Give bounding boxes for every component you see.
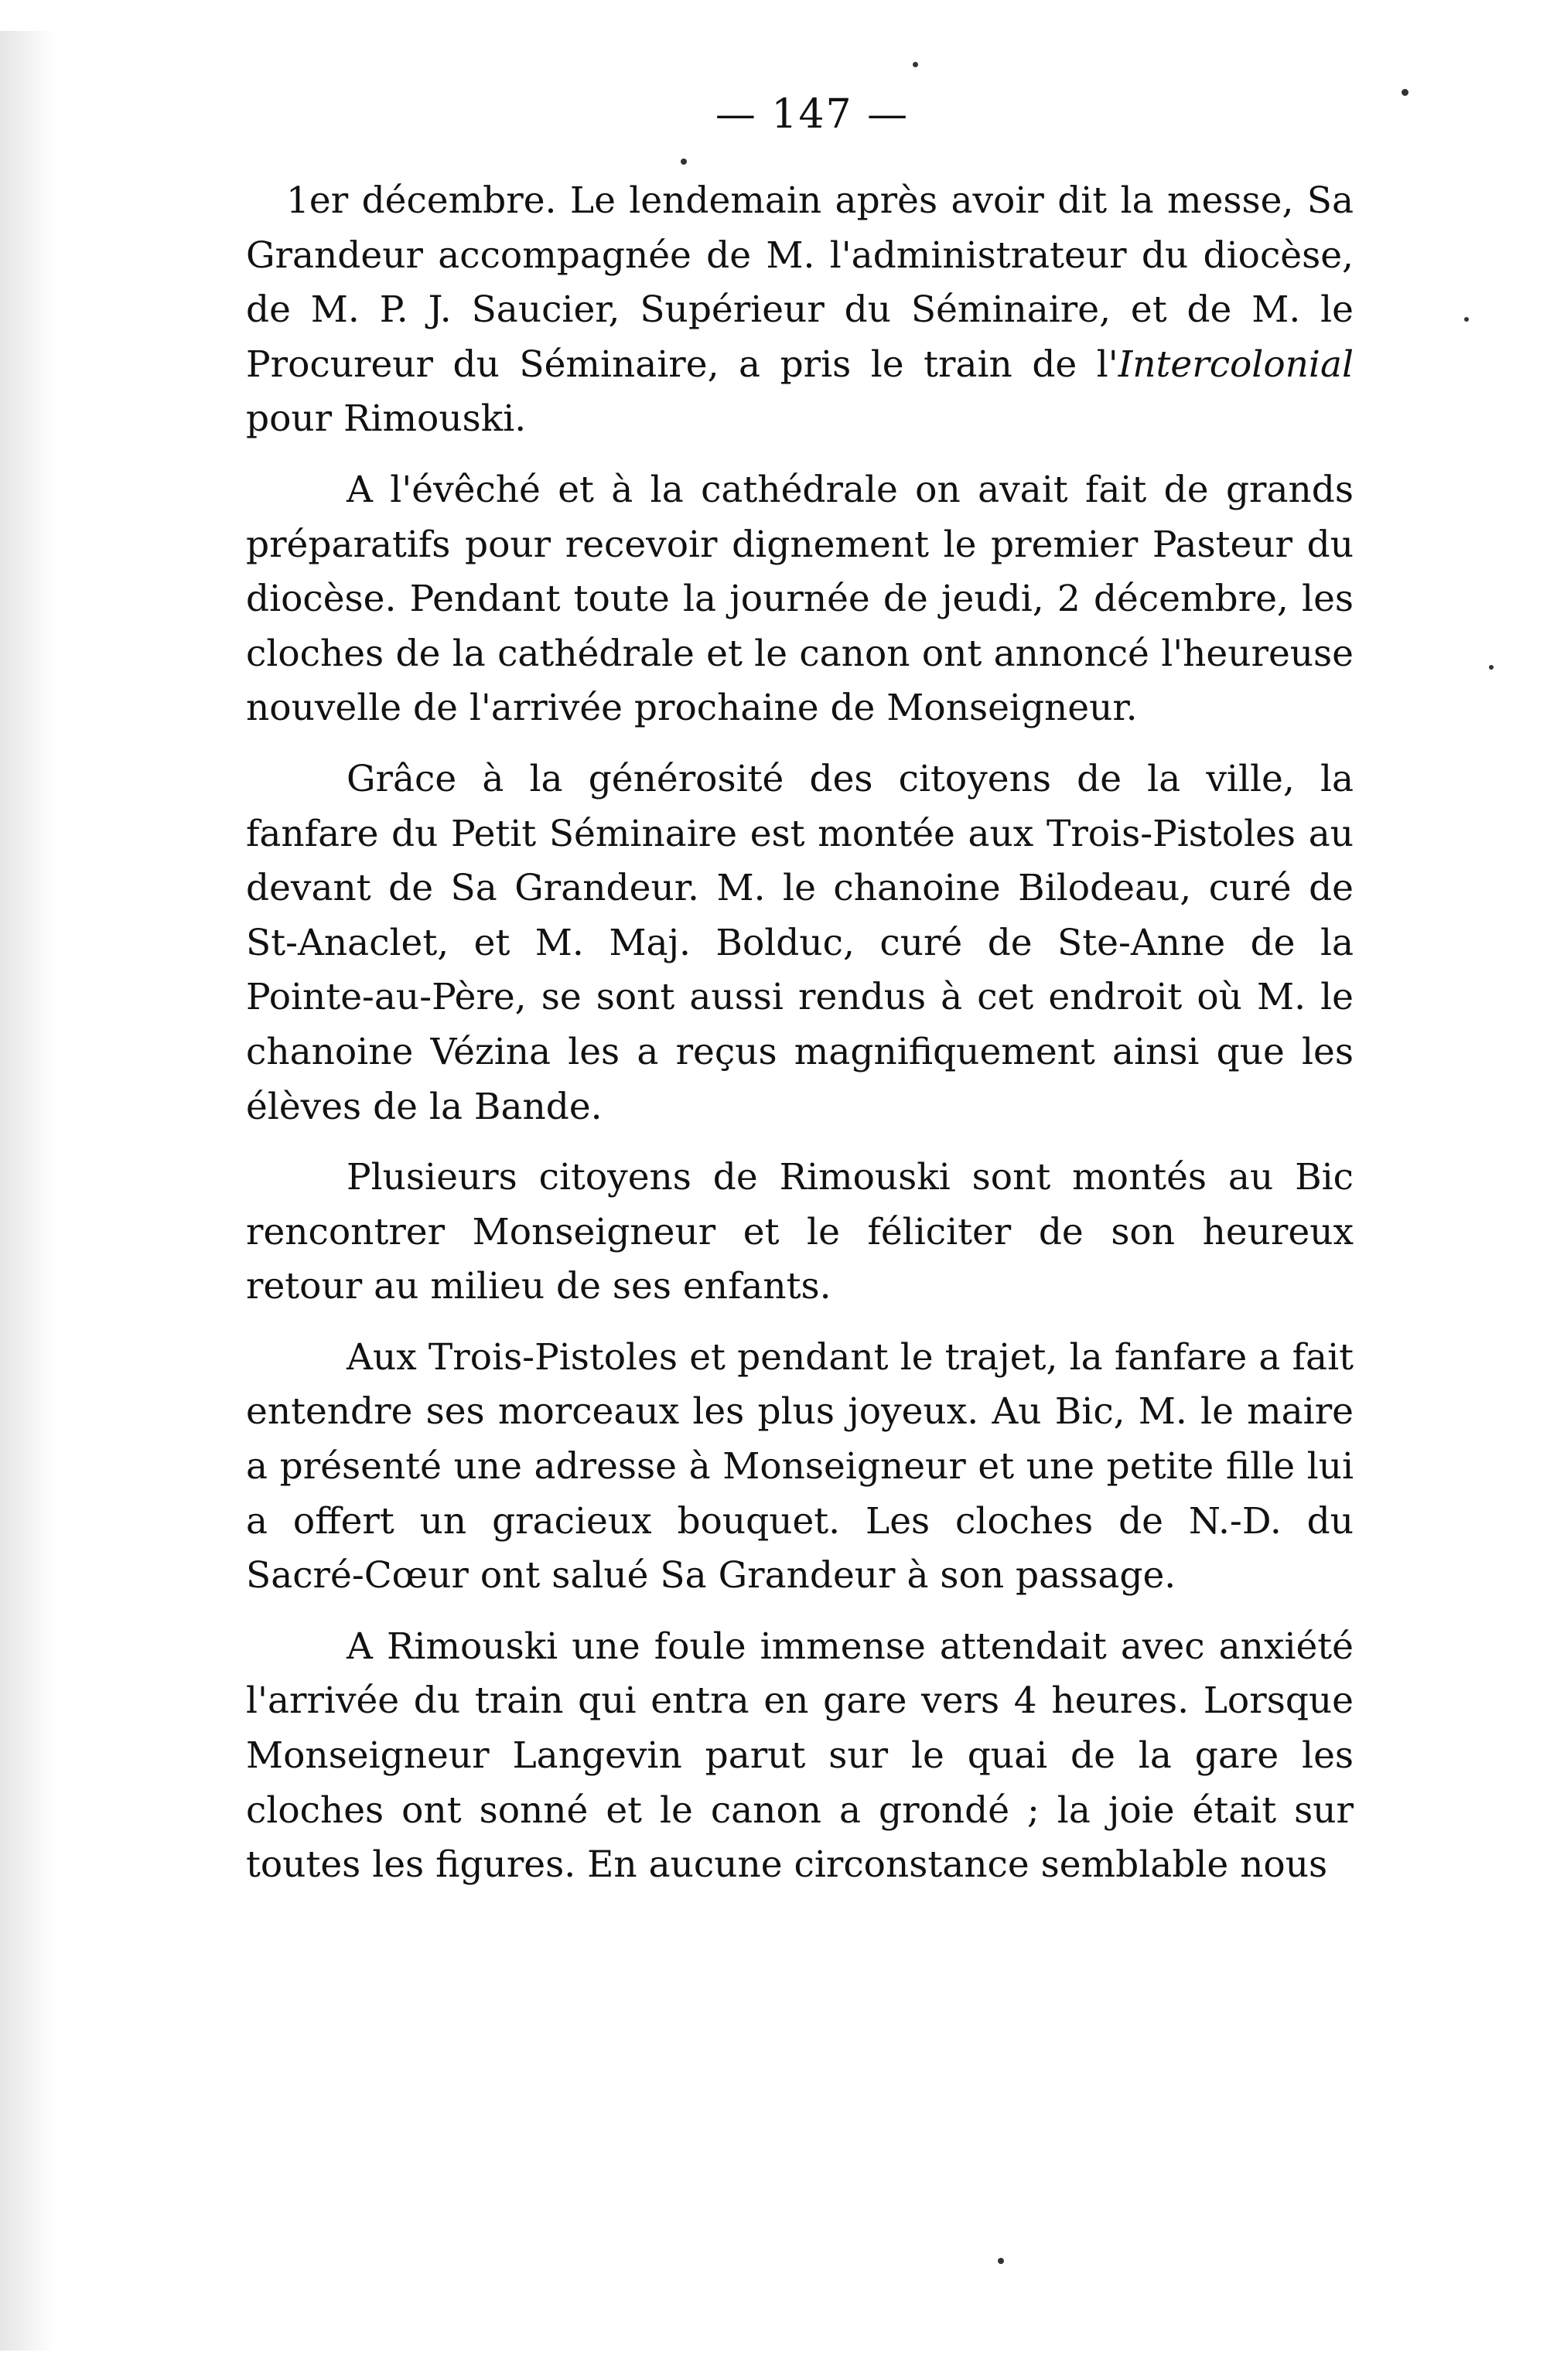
binding-shadow: [0, 31, 54, 2351]
paragraph-1-text: 1er décembre. Le lendemain après avoir dit la messe, Sa Grandeur accompagnée de M. l'administrateur du diocèse, de M. P. J. Saucier, Supérieur du Séminaire, et de M. le Procureur du Séminaire, a pris le train de l': [246, 179, 1354, 386]
print-speck: [1402, 89, 1408, 96]
print-speck: [1489, 665, 1494, 670]
print-speck: [913, 62, 918, 67]
body-text: [246, 174, 1354, 1909]
paragraph-1-italic: Intercolonial: [1118, 343, 1354, 386]
paragraph-2: A l'évêché et à la cathédrale on avait fait de grands préparatifs pour recevoir dignement le premier Pasteur du diocèse. Pendant toute la journée de jeudi, 2 décembre, les cloches de la cathédrale et le canon ont annoncé l'heureuse nouvelle de l'arrivée prochaine de Monseigneur.: [246, 468, 1354, 730]
paragraph-4: Plusieurs citoyens de Rimouski sont montés au Bic rencontrer Monseigneur et le féliciter de son heureux retour au milieu de ses enfants.: [246, 1156, 1354, 1308]
page-number: — 147 —: [715, 91, 910, 138]
print-speck: [681, 159, 687, 165]
paragraph-5: Aux Trois-Pistoles et pendant le trajet, la fanfare a fait entendre ses morceaux les plus joyeux. Au Bic, M. le maire a présenté une adresse à Monseigneur et une petite fille lui a offert un gracieux bouquet. Les cloches de N.-D. du Sacré-Cœur ont salué Sa Grandeur à son passage.: [246, 1335, 1354, 1597]
paragraph-1: [246, 174, 1354, 447]
paragraph-1-tail: pour Rimouski.: [246, 397, 527, 441]
paragraph-6: A Rimouski une foule immense attendait avec anxiété l'arrivée du train qui entra en gare vers 4 heures. Lorsque Monseigneur Langevin parut sur le quai de la gare les cloches ont sonné et le canon a grondé ; la joie était sur toutes les figures. En aucune circonstance semblable nous: [246, 1625, 1354, 1887]
paragraph-3: Grâce à la générosité des citoyens de la ville, la fanfare du Petit Séminaire est montée aux Trois-Pistoles au devant de Sa Grandeur. M. le chanoine Bilodeau, curé de St-Anaclet, et M. Maj. Bolduc, curé de Ste-Anne de la Pointe-au-Père, se sont aussi rendus à cet endroit où M. le chanoine Vézina les a reçus magnifiquement ainsi que les élèves de la Bande.: [246, 757, 1354, 1128]
print-speck: [998, 2258, 1004, 2264]
print-speck: [1464, 317, 1469, 322]
